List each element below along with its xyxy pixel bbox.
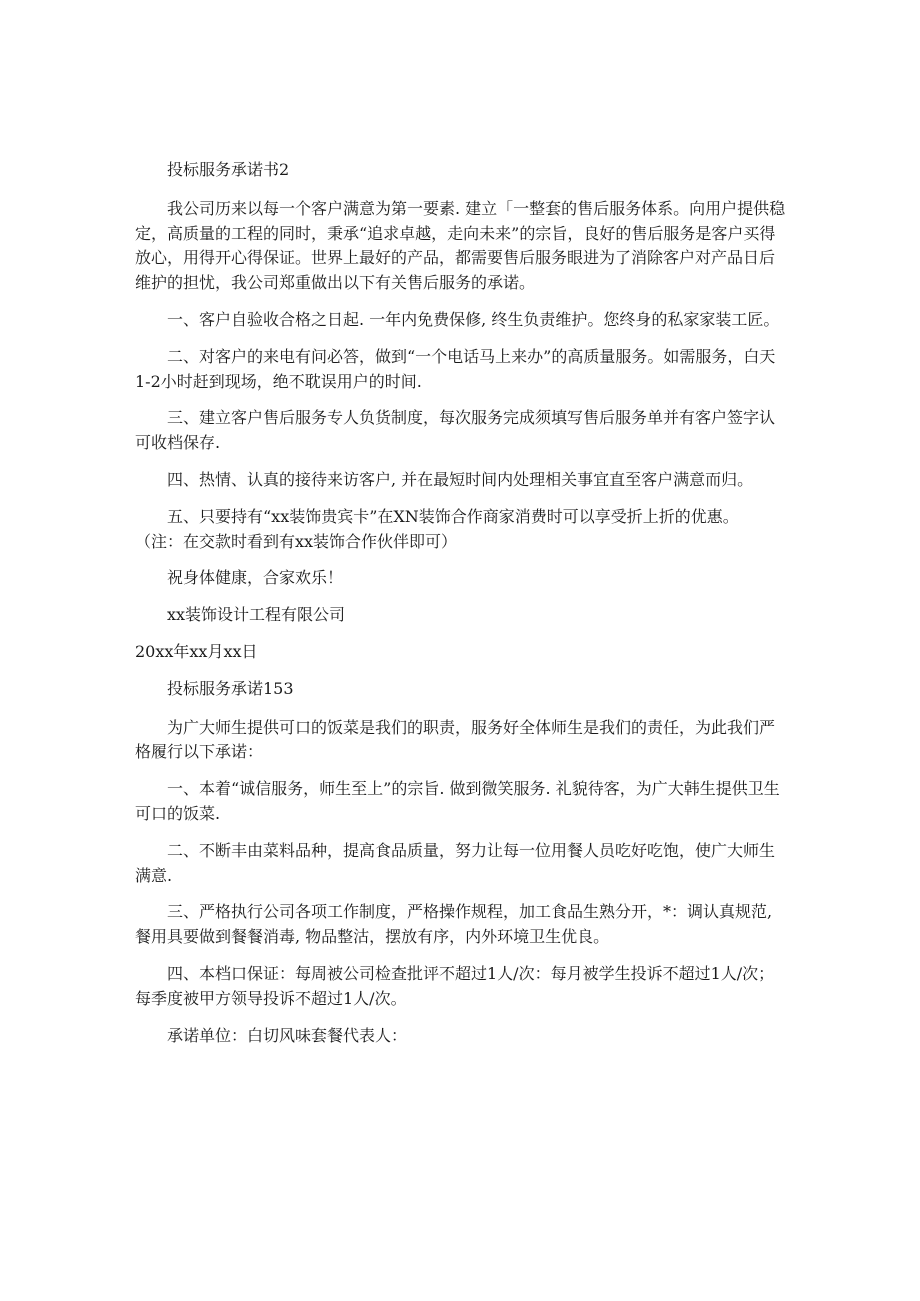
doc1-date: 20xx年xx月xx日	[135, 641, 258, 661]
doc2-signature: 承诺单位：白切风味套餐代表人：	[167, 1025, 408, 1045]
doc1-item-2: 二、对客户的来电有问必答，做到“一个电话马上来办”的高质量服务。如需服务，白天1-2小时赶到现场，绝不耽误用户的时间.	[135, 346, 776, 391]
doc2-item-3: 三、严格执行公司各项工作制度，严格操作规程，加工食品生熟分开，*：调认真规范, 餐用具要做到餐餐消毒, 物品整沽，摆放有序，内外环境卫生优良。	[135, 902, 773, 947]
doc1-company: xx装饰设计工程有限公司	[167, 605, 346, 625]
doc1-item-5: 五、只要持有“xx装饰贵宾卡”在XN装饰合作商家消费时可以享受折上折的优惠。	[167, 506, 739, 526]
document-page	[135, 158, 790, 1060]
doc1-wish: 祝身体健康，合家欢乐！	[167, 568, 344, 588]
doc1-item-3: 三、建立客户售后服务专人负货制度，每次服务完成须填写售后服务单并有客户签字认可收档保存.	[135, 408, 776, 453]
doc2-intro: 为广大师生提供可口的饭菜是我们的职责，服务好全体师生是我们的责任，为此我们严格履行以下承诺：	[135, 717, 776, 762]
doc1-title: 投标服务承诺书2	[167, 160, 290, 179]
doc2-item-4: 四、本档口保证：每周被公司检查批评不超过1人/次：每月被学生投诉不超过1人/次；每季度被甲方领导投诉不超过1人/次。	[135, 963, 775, 1008]
doc1-item-4: 四、热情、认真的接待来访客户, 并在最短时间内处理相关事宜直至客户满意而归。	[167, 469, 754, 489]
doc1-item-1: 一、客户自验收合格之日起. 一年内免费保修, 终生负责维护。您终身的私家家装工匠。	[167, 309, 780, 329]
doc2-item-1: 一、本着“诚信服务，师生至上”的宗旨. 做到微笑服务. 礼貌待客，为广大韩生提供卫生可口的饭菜.	[135, 779, 780, 823]
doc2-item-2: 二、不断丰由菜料品种，提高食品质量，努力让每一位用餐人员吃好吃饱，使广大师生满意.	[135, 840, 776, 885]
doc1-item-5-note: （注：在交款时看到有xx装饰合作伙伴即可）	[135, 531, 458, 551]
doc1-intro: 我公司历来以每一个客户满意为第一要素. 建立「一整套的售后服务体系。向用户提供稳定，高质量的工程的同时，秉承“追求卓越，走向未来”的宗旨，良好的售后服务是客户买得放心，用得开心得保证。世界上最好的产品，都需要售后服务眼进为了消除客户对产品日后维护的担忧，我公司郑重做出以下有关售后服务的承诺。	[135, 198, 786, 293]
doc2-title: 投标服务承诺153	[167, 678, 294, 698]
